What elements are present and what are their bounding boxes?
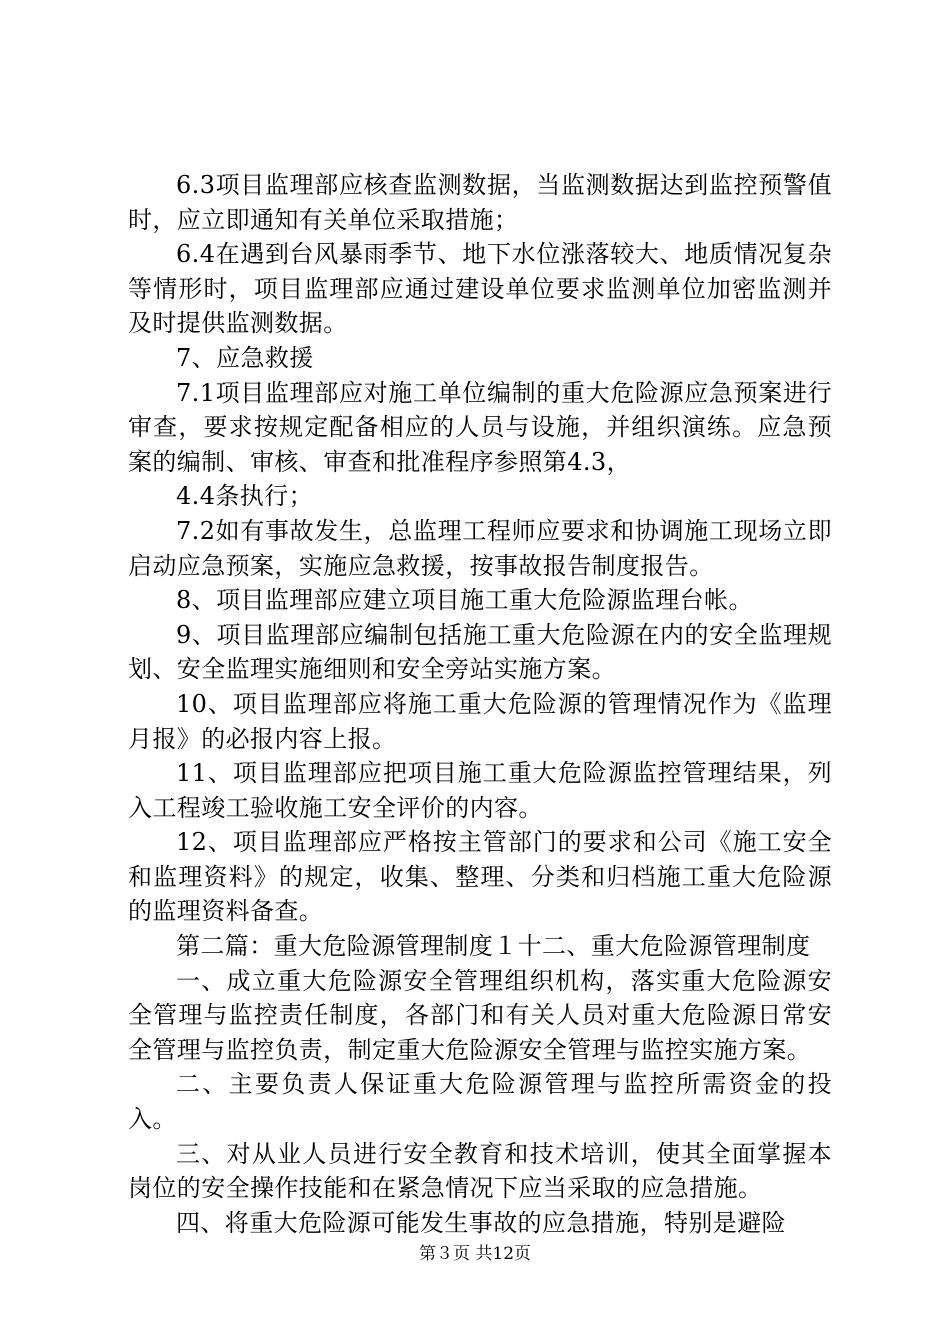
heading-emergency-rescue: 7、应急救援 bbox=[176, 343, 314, 372]
paragraph-4-4: 4.4条执行； bbox=[176, 482, 313, 511]
paragraph-12: 12、项目监理部应严格按主管部门的要求和公司《施工安全和监理资料》的规定，收集、整理、分类和归档施工重大危险源的监理资料备查。 bbox=[128, 828, 832, 926]
paragraph-item-four: 四、将重大危险源可能发生事故的应急措施，特别是避险 bbox=[176, 1208, 786, 1237]
paragraph-11: 11、项目监理部应把项目施工重大危险源监控管理结果，列入工程竣工验收施工安全评价的内容。 bbox=[128, 759, 832, 822]
paragraph-9: 9、项目监理部应编制包括施工重大危险源在内的安全监理规划、安全监理实施细则和安全旁站实施方案。 bbox=[128, 620, 832, 684]
paragraph-7-2: 7.2如有事故发生，总监理工程师应要求和协调施工现场立即启动应急预案，实施应急救援，按事故报告制度报告。 bbox=[128, 516, 832, 580]
section-heading-part-two: 第二篇：重大危险源管理制度１十二、重大危险源管理制度 bbox=[176, 932, 811, 961]
paragraph-6-3: 6.3项目监理部应核查监测数据，当监测数据达到监控预警值时，应立即通知有关单位采取措施； bbox=[128, 171, 832, 234]
paragraph-7-1: 7.1项目监理部应对施工单位编制的重大危险源应急预案进行审查，要求按规定配备相应的人员与设施，并组织演练。应急预案的编制、审核、审查和批准程序参照第4.3， bbox=[128, 378, 832, 476]
paragraph-8: 8、项目监理部应建立项目施工重大危险源监理台帐。 bbox=[176, 586, 753, 615]
paragraph-6-4: 6.4在遇到台风暴雨季节、地下水位涨落较大、地质情况复杂等情形时，项目监理部应通过建设单位要求监测单位加密监测并及时提供监测数据。 bbox=[128, 240, 832, 338]
paragraph-item-two: 二、主要负责人保证重大危险源管理与监控所需资金的投入。 bbox=[128, 1070, 832, 1134]
paragraph-item-three: 三、对从业人员进行安全教育和技术培训，使其全面掌握本岗位的安全操作技能和在紧急情况下应当采取的应急措施。 bbox=[128, 1139, 832, 1203]
paragraph-item-one: 一、成立重大危险源安全管理组织机构，落实重大危险源安全管理与监控责任制度，各部门和有关人员对重大危险源日常安全管理与监控负责，制定重大危险源安全管理与监控实施方案。 bbox=[128, 966, 832, 1064]
document-body bbox=[128, 168, 832, 1240]
page-number-footer: 第３页 共12页 bbox=[418, 1244, 532, 1264]
paragraph-10: 10、项目监理部应将施工重大危险源的管理情况作为《监理月报》的必报内容上报。 bbox=[128, 689, 832, 753]
